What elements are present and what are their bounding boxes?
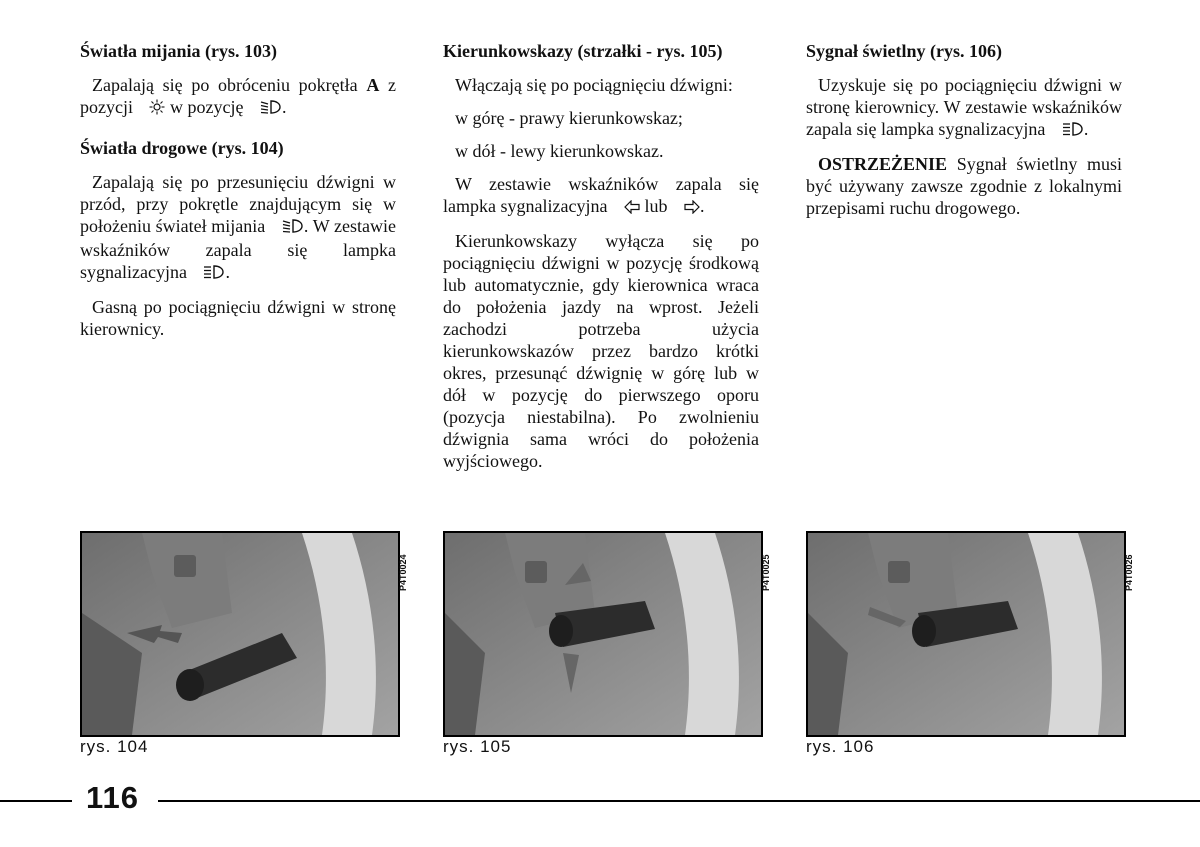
paragraph-turn-activate: Włączają się po pociągnięciu dźwigni:: [455, 75, 733, 95]
low-beam-icon: [270, 217, 304, 239]
text: w pozycję: [165, 97, 248, 117]
paragraph-turn-down: w dół - lewy kierunkowskaz.: [455, 141, 664, 161]
figure-caption: rys. 104: [80, 737, 149, 756]
paragraph-warning: [806, 153, 1122, 219]
paragraph-high-beam: [80, 171, 396, 285]
figure-caption: rys. 106: [806, 737, 875, 756]
text: . W zestawie wskaźników zapala się lampka sygnalizacyjna: [80, 216, 396, 282]
figure-code: P4T0025: [761, 554, 771, 591]
text: .: [281, 97, 287, 117]
paragraph-lights-off: Gasną po pociągnięciu dźwigni w stronę kierownicy.: [80, 297, 396, 339]
text: z pozycji: [80, 75, 396, 117]
text: .: [225, 262, 230, 282]
text: .: [1083, 119, 1089, 139]
text: Sygnał świetlny musi być używany zawsze zgodnie z lokalnymi przepisami ruchu drogowego.: [806, 154, 1122, 218]
heading-high-beam: Światła drogowe (rys. 104): [80, 138, 284, 158]
figure-caption: rys. 105: [443, 737, 512, 756]
stalk-illustration-104: [82, 533, 398, 735]
text: Zapalają się po obróceniu pokrętła: [92, 75, 358, 95]
high-beam-icon: [191, 263, 225, 285]
warning-label: OSTRZEŻENIE: [818, 154, 948, 174]
stalk-illustration-105: [445, 533, 761, 735]
low-beam-icon: [248, 98, 282, 120]
column-2: [443, 40, 759, 483]
footer-rule-left: [0, 800, 72, 802]
paragraph-turn-cancel: Kierunkowskazy wyłącza się po pociągnięciu dźwigni w pozycję środkową lub automatycznie, gdy kierownica wraca do położenia jazdy na wprost. Jeżeli zachodzi potrzeba użycia kierunkowskazów przez bardzo krótki okres, przesunąć dźwignię w górę lub w dół w pozycję do pierwszego oporu (pozycja niestabilna). Po zwolnieniu dźwignia sama wróci do położenia wyjściowego.: [443, 231, 759, 471]
heading-flash: Sygnał świetlny (rys. 106): [806, 41, 1003, 61]
figure-106: [806, 531, 1126, 737]
knob-letter: A: [366, 75, 380, 95]
figure-code: P4T0024: [398, 554, 408, 591]
paragraph-low-beam: [80, 74, 396, 120]
text: lub: [639, 196, 672, 216]
figure-104: [80, 531, 400, 737]
figure-105: [443, 531, 763, 737]
heading-turn-signals: Kierunkowskazy (strzałki - rys. 105): [443, 41, 723, 61]
column-1: [80, 40, 396, 351]
text: Zapalają się po przesunięciu dźwigni w przód, przy pokrętle znajdującym się w położeniu świateł mijania: [80, 172, 396, 236]
paragraph-flash: [806, 74, 1122, 142]
page-number: 116: [86, 780, 140, 815]
footer-rule-right: [158, 800, 1200, 802]
stalk-illustration-106: [808, 533, 1124, 735]
text: W zestawie wskaźników zapala się lampka sygnalizacyjna: [443, 174, 759, 216]
paragraph-turn-up: w górę - prawy kierunkowskaz;: [455, 108, 683, 128]
turn-right-arrow-icon: [672, 197, 700, 219]
paragraph-turn-indicator: [443, 173, 759, 219]
sun-icon: [137, 98, 165, 120]
column-3: [806, 40, 1122, 230]
text: .: [699, 196, 705, 216]
figure-code: P4T0026: [1124, 554, 1134, 591]
turn-left-arrow-icon: [612, 197, 640, 219]
text: Uzyskuje się po pociągnięciu dźwigni w stronę kierownicy. W zestawie wskaźników zapala się lampka sygnalizacyjna: [806, 75, 1122, 139]
high-beam-icon: [1050, 120, 1084, 142]
heading-low-beam: Światła mijania (rys. 103): [80, 41, 277, 61]
